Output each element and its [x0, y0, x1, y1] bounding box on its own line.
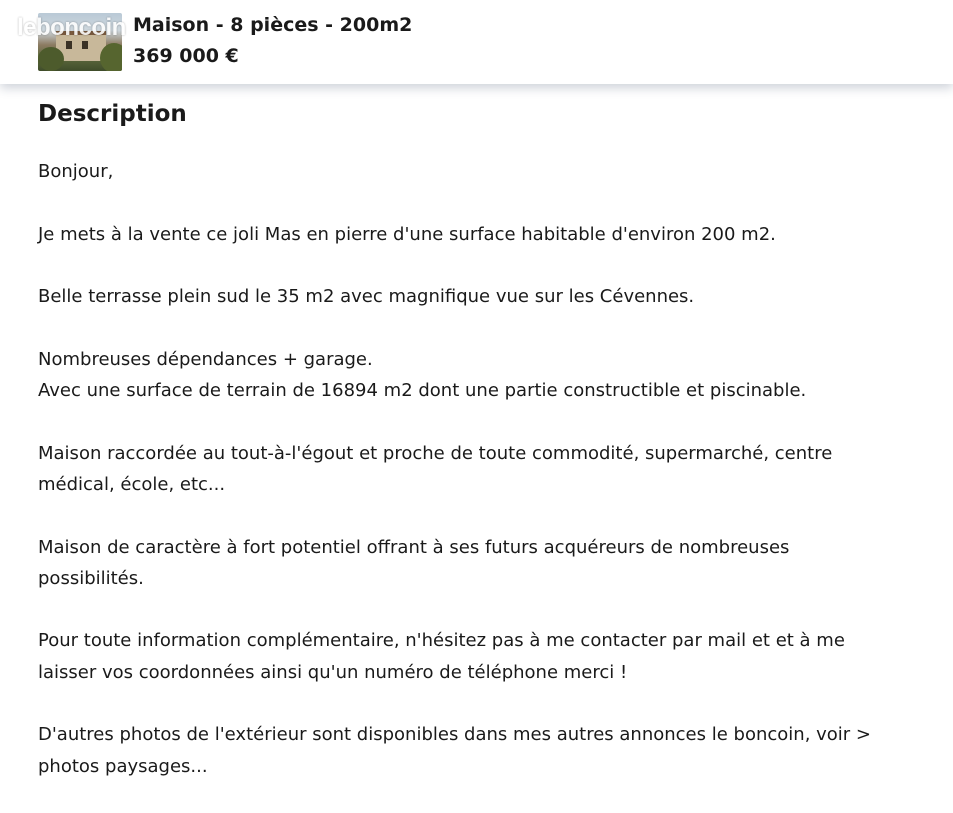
- description-paragraph: [38, 532, 918, 595]
- description-line: Maison raccordée au tout-à-l'égout et proche de toute commodité, supermarché, centre: [38, 442, 833, 464]
- description-line: photos paysages...: [38, 755, 208, 777]
- description-line: laisser vos coordonnées ainsi qu'un numéro de téléphone merci !: [38, 661, 628, 683]
- description-line: D'autres photos de l'extérieur sont disponibles dans mes autres annonces le boncoin, voir >: [38, 724, 872, 746]
- description-paragraph: [38, 219, 918, 250]
- description-line: Avec une surface de terrain de 16894 m2 dont une partie constructible et piscinable.: [38, 380, 807, 402]
- listing-title: Maison - 8 pièces - 200m2: [133, 14, 413, 36]
- sticky-listing-header: [0, 0, 953, 84]
- description-paragraph: [38, 438, 918, 501]
- description-paragraph: [38, 344, 918, 407]
- description-heading: Description: [38, 101, 187, 127]
- description-line: Bonjour,: [38, 161, 114, 182]
- description-line: Je mets à la vente ce joli Mas en pierre d'une surface habitable d'environ 200 m2.: [38, 223, 776, 245]
- description-line: Maison de caractère à fort potentiel offrant à ses futurs acquéreurs de nombreuses: [38, 536, 790, 558]
- description-body: [38, 156, 918, 813]
- description-line: médical, école, etc...: [38, 473, 226, 495]
- brand-logo: leboncoin: [17, 14, 126, 41]
- description-line: possibilités.: [38, 567, 144, 589]
- description-paragraph: [38, 719, 918, 782]
- tree-illustration: [38, 47, 64, 71]
- description-paragraph: [38, 625, 918, 688]
- description-line: Nombreuses dépendances + garage.: [38, 348, 373, 370]
- description-line: Belle terrasse plein sud le 35 m2 avec magnifique vue sur les Cévennes.: [38, 286, 695, 308]
- description-paragraph: [38, 281, 918, 312]
- description-paragraph: [38, 156, 918, 187]
- description-line: Pour toute information complémentaire, n'hésitez pas à me contacter par mail et et à me: [38, 630, 845, 652]
- listing-price: 369 000 €: [133, 45, 239, 67]
- tree-illustration: [100, 43, 122, 71]
